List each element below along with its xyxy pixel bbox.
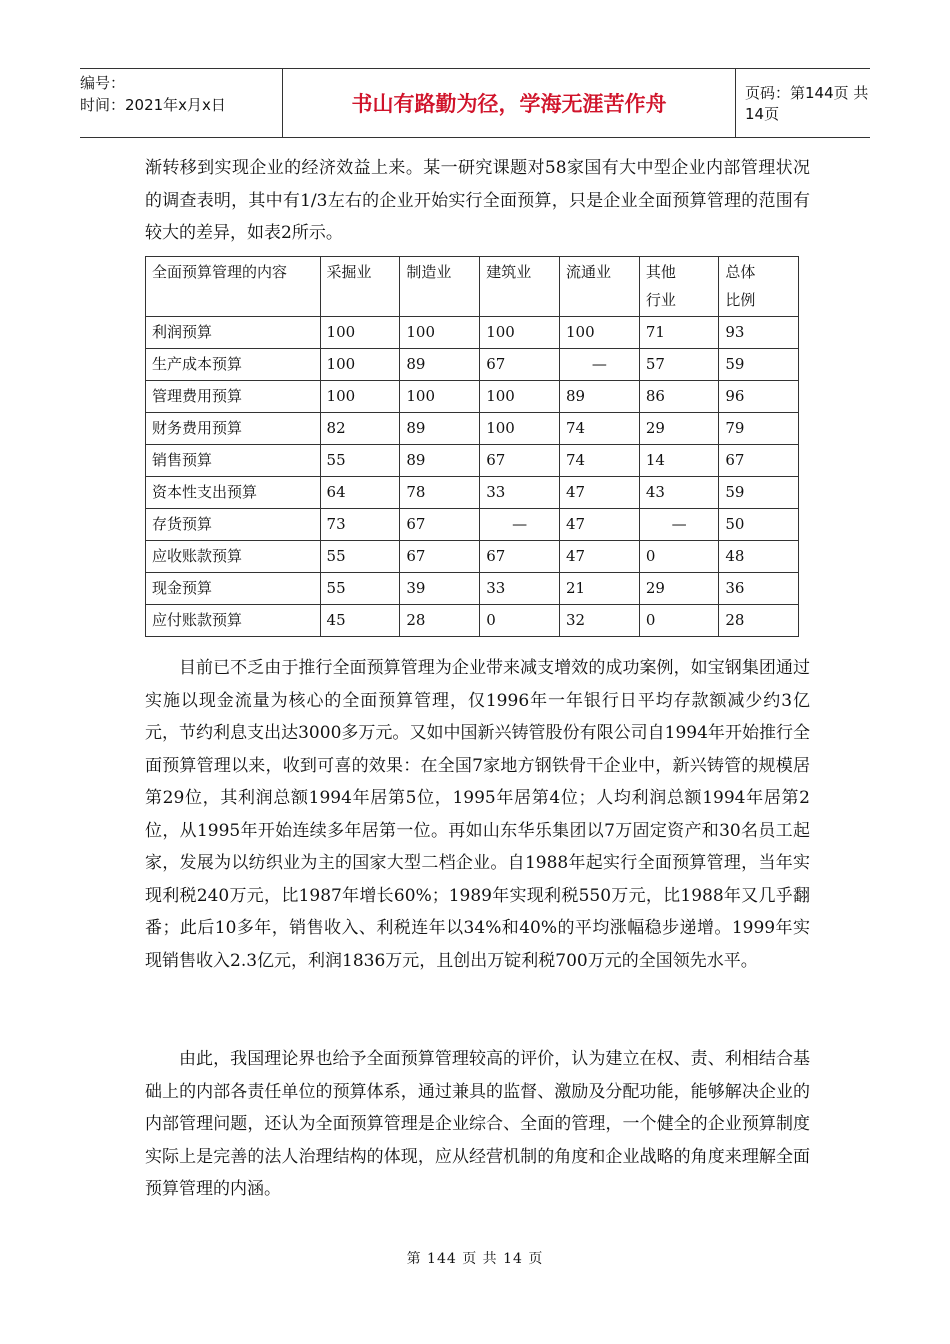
table-cell: 100	[320, 317, 400, 349]
table-cell: 21	[560, 573, 640, 605]
table-row-label: 管理费用预算	[146, 381, 321, 413]
table-row	[146, 445, 799, 477]
table-cell: 55	[320, 573, 400, 605]
table-cell: 100	[560, 317, 640, 349]
table-cell: 39	[400, 573, 480, 605]
table-cell: 47	[560, 509, 640, 541]
table-cell: 0	[639, 605, 719, 637]
table-row	[146, 509, 799, 541]
table-header-cell: 流通业	[560, 257, 640, 317]
table-cell: 89	[400, 413, 480, 445]
evaluation-paragraph: 由此，我国理论界也给予全面预算管理较高的评价，认为建立在权、责、利相结合基础上的内部各责任单位的预算体系，通过兼具的监督、激励及分配功能，能够解决企业的内部管理问题，还认为全面预算管理是企业综合、全面的管理，一个健全的企业预算制度实际上是完善的法人治理结构的体现，应从经营机制的角度和企业战略的角度来理解全面预算管理的内涵。	[145, 1049, 810, 1199]
table-row	[146, 413, 799, 445]
table-cell: —	[560, 349, 640, 381]
intro-paragraph: 渐转移到实现企业的经济效益上来。某一研究课题对58家国有大中型企业内部管理状况的调查表明，其中有1/3左右的企业开始实行全面预算，只是企业全面预算管理的范围有较大的差异，如表2所示。	[145, 158, 810, 243]
table-cell: 96	[719, 381, 799, 413]
table-cell: 100	[480, 413, 560, 445]
header-page-label: 页码：第144页 共14页	[745, 84, 869, 123]
table-row	[146, 381, 799, 413]
table-cell: 67	[719, 445, 799, 477]
table-row-label: 财务费用预算	[146, 413, 321, 445]
table-cell: 100	[480, 317, 560, 349]
table-cell: 28	[719, 605, 799, 637]
table-cell: 59	[719, 349, 799, 381]
case-study-paragraph: 目前已不乏由于推行全面预算管理为企业带来减支增效的成功案例，如宝钢集团通过实施以现金流量为核心的全面预算管理，仅1996年一年银行日平均存款额减少约3亿元，节约利息支出达3000多万元。又如中国新兴铸管股份有限公司自1994年开始推行全面预算管理以来，收到可喜的效果：在全国7家地方钢铁骨干企业中，新兴铸管的规模居第29位，其利润总额1994年居第5位，1995年居第4位；人均利润总额1994年居第2位，从1995年开始连续多年居第一位。再如山东华乐集团以7万固定资产和30名员工起家，发展为以纺织业为主的国家大型二档企业。自1988年起实行全面预算管理，当年实现利税240万元，比1987年增长60%；1989年实现利税550万元，比1988年又几乎翻番；此后10多年，销售收入、利税连年以34%和40%的平均涨幅稳步递增。1999年实现销售收入2.3亿元，利润1836万元，且创出万锭利税700万元的全国领先水平。	[145, 658, 810, 971]
table-row-label: 存货预算	[146, 509, 321, 541]
header-meta	[80, 69, 282, 140]
table-cell: 89	[400, 445, 480, 477]
table-cell: 100	[400, 317, 480, 349]
table-cell: 89	[560, 381, 640, 413]
table-row-label: 生产成本预算	[146, 349, 321, 381]
table-cell: 73	[320, 509, 400, 541]
table-cell: 67	[480, 445, 560, 477]
table-row	[146, 541, 799, 573]
table-header-row	[146, 257, 799, 317]
table-cell: 82	[320, 413, 400, 445]
table-header-cell: 建筑业	[480, 257, 560, 317]
table-row	[146, 317, 799, 349]
table-cell: 43	[639, 477, 719, 509]
table-cell: 47	[560, 541, 640, 573]
table-header-cell: 其他 行业	[639, 257, 719, 317]
table-cell: 100	[400, 381, 480, 413]
table-cell: 0	[480, 605, 560, 637]
table-cell: 67	[480, 349, 560, 381]
table-cell: 93	[719, 317, 799, 349]
table-cell: 14	[639, 445, 719, 477]
table-cell: 29	[639, 413, 719, 445]
document-time-label: 时间：2021年x月x日	[80, 96, 226, 114]
table-cell: 57	[639, 349, 719, 381]
table-row-label: 应付账款预算	[146, 605, 321, 637]
table-cell: 74	[560, 445, 640, 477]
table-cell: 55	[320, 445, 400, 477]
header-motto: 书山有路勤为径，学海无涯苦作舟	[282, 69, 736, 137]
table-cell: 79	[719, 413, 799, 445]
table-cell: 47	[560, 477, 640, 509]
table-header-cell: 全面预算管理的内容	[146, 257, 321, 317]
document-number-label: 编号：	[80, 74, 126, 92]
table-row-label: 利润预算	[146, 317, 321, 349]
table-row-label: 现金预算	[146, 573, 321, 605]
table-cell: 67	[400, 509, 480, 541]
table-cell: 50	[719, 509, 799, 541]
table-cell: 29	[639, 573, 719, 605]
table-row	[146, 605, 799, 637]
table-row-label: 资本性支出预算	[146, 477, 321, 509]
table-row-label: 应收账款预算	[146, 541, 321, 573]
table-cell: 64	[320, 477, 400, 509]
table-cell: 71	[639, 317, 719, 349]
table-row-label: 销售预算	[146, 445, 321, 477]
table-cell: 74	[560, 413, 640, 445]
table-cell: 33	[480, 477, 560, 509]
table-header-cell: 总体 比例	[719, 257, 799, 317]
table-cell: 100	[480, 381, 560, 413]
table-cell: 100	[320, 381, 400, 413]
table-cell: 36	[719, 573, 799, 605]
table-cell: 48	[719, 541, 799, 573]
budget-scope-table	[145, 256, 799, 637]
table-cell: 28	[400, 605, 480, 637]
table-row	[146, 477, 799, 509]
page-footer: 第 144 页 共 14 页	[406, 1251, 544, 1267]
table-cell: 0	[639, 541, 719, 573]
table-row	[146, 349, 799, 381]
table-cell: 59	[719, 477, 799, 509]
table-cell: 67	[480, 541, 560, 573]
table-header-cell: 制造业	[400, 257, 480, 317]
budget-table-body	[146, 257, 799, 637]
table-row	[146, 573, 799, 605]
table-cell: 55	[320, 541, 400, 573]
table-cell: 32	[560, 605, 640, 637]
table-cell: 33	[480, 573, 560, 605]
table-cell: —	[480, 509, 560, 541]
table-cell: 45	[320, 605, 400, 637]
table-cell: 86	[639, 381, 719, 413]
table-cell: 89	[400, 349, 480, 381]
page-header	[80, 68, 870, 138]
table-cell: 67	[400, 541, 480, 573]
table-cell: —	[639, 509, 719, 541]
table-header-cell: 采掘业	[320, 257, 400, 317]
table-cell: 78	[400, 477, 480, 509]
table-cell: 100	[320, 349, 400, 381]
